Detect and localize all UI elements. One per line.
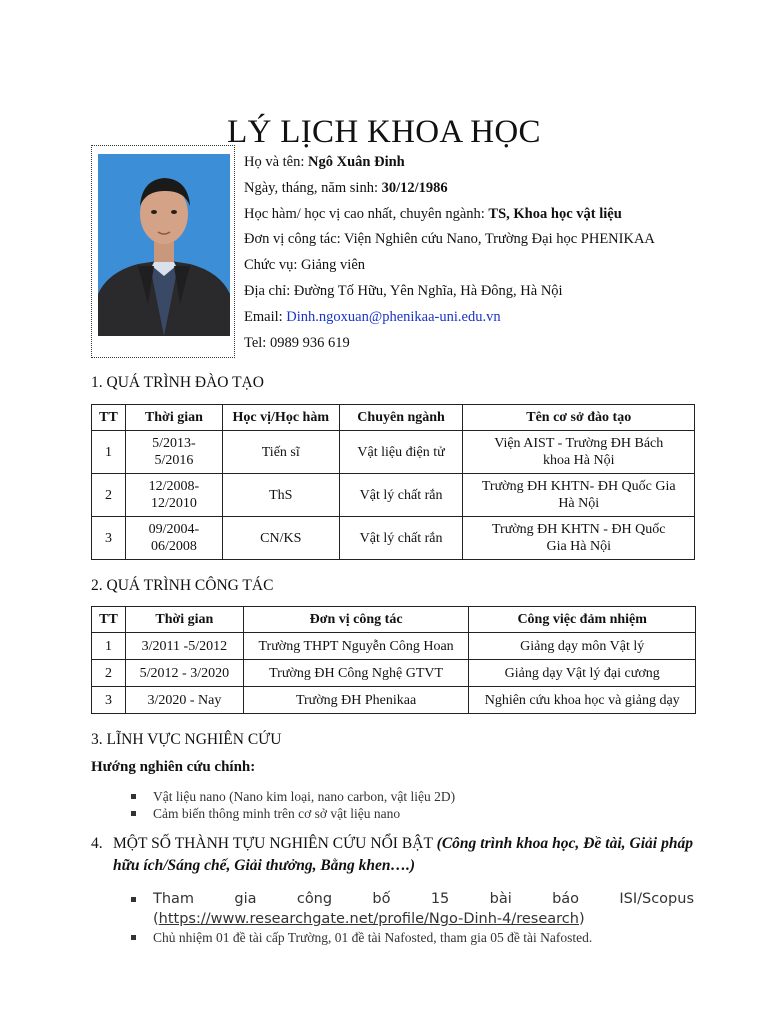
table-header-cell: Thời gian	[125, 607, 243, 633]
table-header-cell: Chuyên ngành	[339, 405, 463, 431]
table-cell: 3	[92, 517, 126, 560]
word: công	[296, 891, 333, 907]
personal-info	[244, 152, 655, 358]
table-cell: Viện AIST - Trường ĐH Bách khoa Hà Nội	[463, 431, 695, 474]
degree-line	[244, 204, 655, 230]
word: gia	[234, 891, 257, 907]
workplace-line: Đơn vị công tác: Viện Nghiên cứu Nano, Trường Đại học PHENIKAA	[244, 231, 655, 248]
table-header-cell: TT	[92, 607, 126, 633]
table-cell: 3/2020 - Nay	[125, 687, 243, 714]
portrait-photo	[98, 154, 230, 336]
email-link[interactable]: Dinh.ngoxuan@phenikaa-uni.edu.vn	[286, 308, 501, 325]
table-cell: Trường ĐH KHTN- ĐH Quốc Gia Hà Nội	[463, 474, 695, 517]
table-cell: Trường THPT Nguyễn Công Hoan	[243, 633, 469, 660]
table-row	[92, 633, 696, 660]
word: ISI/Scopus	[619, 891, 694, 907]
research-list	[131, 788, 455, 822]
achievements-title: MỘT SỐ THÀNH TỰU NGHIÊN CỨU NỔI BẬT	[113, 835, 437, 852]
table-cell: Giảng dạy môn Vật lý	[469, 633, 696, 660]
dob-line	[244, 178, 655, 204]
table-cell: Trường ĐH KHTN - ĐH Quốc Gia Hà Nội	[463, 517, 695, 560]
publications-text	[153, 889, 694, 910]
word: 15	[430, 891, 450, 907]
table-cell: CN/KS	[222, 517, 339, 560]
portrait-frame	[91, 145, 235, 358]
word: báo	[552, 891, 580, 907]
section-number: 4.	[91, 835, 103, 852]
tel-line: Tel: 0989 936 619	[244, 334, 350, 351]
document-title: LÝ LỊCH KHOA HỌC	[227, 114, 541, 151]
table-row	[92, 431, 695, 474]
table-cell: 3/2011 -5/2012	[125, 633, 243, 660]
section-work-heading: 2. QUÁ TRÌNH CÔNG TÁC	[91, 577, 274, 594]
table-cell: 1	[92, 431, 126, 474]
work-table-header	[92, 607, 696, 633]
research-subheading: Hướng nghiên cứu chính:	[91, 759, 256, 775]
email-line	[244, 307, 655, 333]
position-line: Chức vụ: Giảng viên	[244, 257, 366, 274]
table-cell: 09/2004- 06/2008	[125, 517, 222, 560]
list-item: Vật liệu nano (Nano kim loại, nano carbon, vật liệu 2D)	[131, 788, 455, 805]
email-label: Email:	[244, 308, 287, 325]
work-table	[91, 606, 696, 714]
dob-label: Ngày, tháng, năm sinh:	[244, 179, 382, 196]
table-cell: 1	[92, 633, 126, 660]
word: bài	[489, 891, 512, 907]
table-cell: 12/2008- 12/2010	[125, 474, 222, 517]
table-cell: Vật lý chất rắn	[339, 474, 463, 517]
degree-label: Học hàm/ học vị cao nhất, chuyên ngành:	[244, 205, 489, 222]
bullet-icon	[131, 935, 136, 940]
table-cell: Tiến sĩ	[222, 431, 339, 474]
section-training-heading: 1. QUÁ TRÌNH ĐÀO TẠO	[91, 374, 264, 391]
achievement-item-projects	[131, 929, 592, 946]
achievements-note: (Công trình khoa học, Đề tài, Giải pháp hữu ích/Sáng chế, Giải thưởng, Bằng khen….)	[113, 835, 693, 874]
name-line	[244, 152, 655, 178]
table-header-cell: Thời gian	[125, 405, 222, 431]
name-label: Họ và tên:	[244, 154, 309, 170]
training-table-header	[92, 405, 695, 431]
table-row	[92, 474, 695, 517]
table-cell: 3	[92, 687, 126, 714]
table-cell: Trường ĐH Phenikaa	[243, 687, 469, 714]
table-cell: 2	[92, 474, 126, 517]
table-cell: ThS	[222, 474, 339, 517]
table-header-cell: Đơn vị công tác	[243, 607, 469, 633]
table-header-cell: Tên cơ sở đào tạo	[463, 405, 695, 431]
table-cell: Nghiên cứu khoa học và giảng dạy	[469, 687, 696, 714]
table-cell: Vật liệu điện tử	[339, 431, 463, 474]
achievement-item-publications: Tham gia công bố 15 bài báo ISI/Scopus (https://www.researchgate.net/profile/Ngo-Dinh-4/research)	[131, 889, 694, 929]
address-line: Địa chỉ: Đường Tố Hữu, Yên Nghĩa, Hà Đông, Hà Nội	[244, 282, 563, 299]
word: bố	[372, 891, 391, 907]
dob-value: 30/12/1986	[381, 179, 448, 196]
table-header-cell: TT	[92, 405, 126, 431]
table-header-cell: Học vị/Học hàm	[222, 405, 339, 431]
table-header-cell: Công việc đảm nhiệm	[469, 607, 696, 633]
table-cell: Giảng dạy Vật lý đại cương	[469, 660, 696, 687]
projects-text: Chủ nhiệm 01 đề tài cấp Trường, 01 đề tài Nafosted, tham gia 05 đề tài Nafosted.	[153, 930, 593, 945]
table-cell: 5/2013- 5/2016	[125, 431, 222, 474]
list-item: Cảm biến thông minh trên cơ sở vật liệu nano	[131, 805, 455, 822]
name-value: Ngô Xuân Đinh	[308, 154, 405, 170]
table-row	[92, 517, 695, 560]
researchgate-link[interactable]: https://www.researchgate.net/profile/Ngo-Dinh-4/research	[158, 911, 579, 927]
table-cell: Trường ĐH Công Nghệ GTVT	[243, 660, 469, 687]
table-row	[92, 660, 696, 687]
table-cell: 2	[92, 660, 126, 687]
word: Tham	[153, 891, 195, 907]
bullet-icon	[131, 897, 136, 902]
table-cell: 5/2012 - 3/2020	[125, 660, 243, 687]
table-cell: Vật lý chất rắn	[339, 517, 463, 560]
section-research-heading: 3. LĨNH VỰC NGHIÊN CỨU	[91, 731, 282, 748]
table-row	[92, 687, 696, 714]
training-table	[91, 404, 695, 560]
section-achievements-heading	[91, 833, 693, 877]
degree-value: TS, Khoa học vật liệu	[488, 205, 622, 222]
